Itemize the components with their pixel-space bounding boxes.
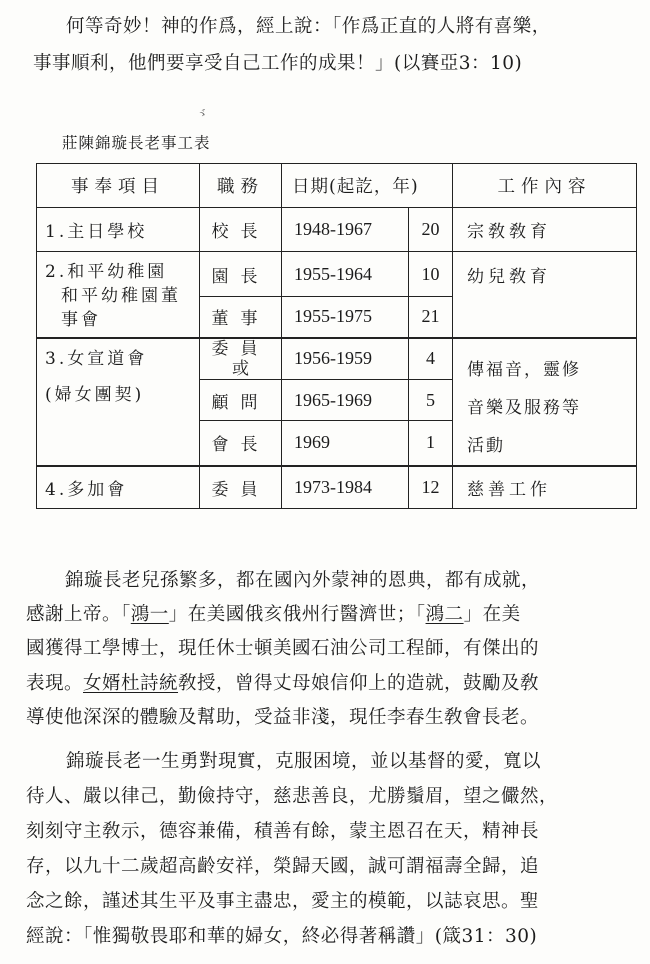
role-cell: 董事 <box>200 297 282 338</box>
para2-line-1: 錦璇長老一生勇對現實，克服困境，並以基督的愛，寬以 <box>66 751 542 772</box>
para1-line-2 <box>26 600 521 626</box>
para2-line-2: 待人、嚴以律己，勤儉持守，慈悲善良，尤勝鬚眉，望之儼然， <box>26 786 559 807</box>
count-cell: 5 <box>409 380 453 421</box>
years-cell: 1969 <box>282 421 409 466</box>
count-cell: 21 <box>409 297 453 338</box>
years-cell: 1973-1984 <box>282 466 409 509</box>
table-title: 莊陳錦璇長老事工表 <box>62 134 211 152</box>
name-son-in-law: 女婿杜詩統 <box>83 673 179 694</box>
item-line: 事會 <box>61 310 101 330</box>
count-cell: 12 <box>409 466 453 509</box>
header-work: 工作內容 <box>453 164 637 208</box>
para1-line-3: 國獲得工學博士，現任休士頓美國石油公司工程師，有傑出的 <box>26 638 540 659</box>
years-cell: 1965-1969 <box>282 380 409 421</box>
text-span: 表現。 <box>26 673 84 694</box>
work-line: 傳福音，靈修 <box>467 359 581 380</box>
role-line: 委員 <box>211 338 270 359</box>
para1-line-4 <box>26 669 539 695</box>
role-cell: 顧問 <box>200 380 282 421</box>
role-cell: 會長 <box>200 421 282 466</box>
text-span: 敎授，曾得丈母娘信仰上的造就，鼓勵及敎 <box>178 673 540 694</box>
name-hongyi: 鴻一 <box>130 604 169 625</box>
item-cell <box>37 252 200 338</box>
role-cell: 委員 <box>200 466 282 509</box>
stray-mark: ゞ <box>194 105 211 123</box>
item-cell: 4.多加會 <box>37 466 200 509</box>
role-cell: 校長 <box>200 208 282 252</box>
text-span: 」在美國俄亥俄州行醫濟世；「 <box>168 604 426 625</box>
count-cell: 10 <box>409 252 453 297</box>
ministry-table <box>36 163 637 509</box>
years-cell: 1948-1967 <box>282 208 409 252</box>
para2-line-4: 存，以九十二歲超高齡安祥，榮歸天國，誠可謂福壽全歸，追 <box>26 856 540 877</box>
header-date: 日期(起訖，年) <box>282 164 453 208</box>
item-line: 3.女宣道會 <box>45 348 148 369</box>
para2-line-3: 刻刻守主敎示，德容兼備，積善有餘，蒙主恩召在天，精神長 <box>26 821 540 842</box>
text-span: 」在美 <box>463 604 521 625</box>
role-cell <box>200 338 282 380</box>
role-line: 或 <box>232 358 249 379</box>
work-cell: 宗敎敎育 <box>453 208 637 252</box>
para2-line-6: 經說：「惟獨敬畏耶和華的婦女，終必得著稱讚」(箴31：30) <box>26 926 538 947</box>
item-line: 和平幼稚園董 <box>61 286 181 306</box>
intro-line-2: 事事順利，他們要享受自己工作的成果！」(以賽亞3：10) <box>33 53 523 74</box>
count-cell: 1 <box>409 421 453 466</box>
work-cell <box>453 338 637 466</box>
table-row <box>37 338 637 380</box>
item-cell: 1.主日學校 <box>37 208 200 252</box>
years-cell: 1956-1959 <box>282 338 409 380</box>
para1-line-1: 錦璇長老兒孫繁多，都在國內外蒙神的恩典，都有成就， <box>65 570 541 591</box>
work-line: 音樂及服務等 <box>467 397 581 418</box>
table-row <box>37 252 637 297</box>
count-cell: 20 <box>409 208 453 252</box>
role-cell: 園長 <box>200 252 282 297</box>
item-cell <box>37 338 200 466</box>
header-item: 事奉項目 <box>37 164 200 208</box>
header-role: 職務 <box>200 164 282 208</box>
para2-line-5: 念之餘，謹述其生平及事主盡忠，愛主的模範，以誌哀思。聖 <box>26 891 540 912</box>
work-line: 活動 <box>467 435 505 456</box>
table-row <box>37 466 637 509</box>
table-row <box>37 208 637 252</box>
work-cell: 慈善工作 <box>453 466 637 509</box>
text-span: 感謝上帝。「 <box>26 604 131 625</box>
years-cell: 1955-1975 <box>282 297 409 338</box>
count-cell: 4 <box>409 338 453 380</box>
para1-line-5: 導使他深深的體驗及幫助，受益非淺，現任李春生敎會長老。 <box>26 707 540 728</box>
intro-line-1: 何等奇妙！神的作爲，經上說：「作爲正直的人將有喜樂， <box>66 16 551 37</box>
years-cell: 1955-1964 <box>282 252 409 297</box>
name-honger: 鴻二 <box>425 604 464 625</box>
item-line: 2.和平幼稚園 <box>45 262 168 282</box>
item-line: (婦女團契) <box>45 384 145 405</box>
work-cell: 幼兒敎育 <box>453 252 637 338</box>
